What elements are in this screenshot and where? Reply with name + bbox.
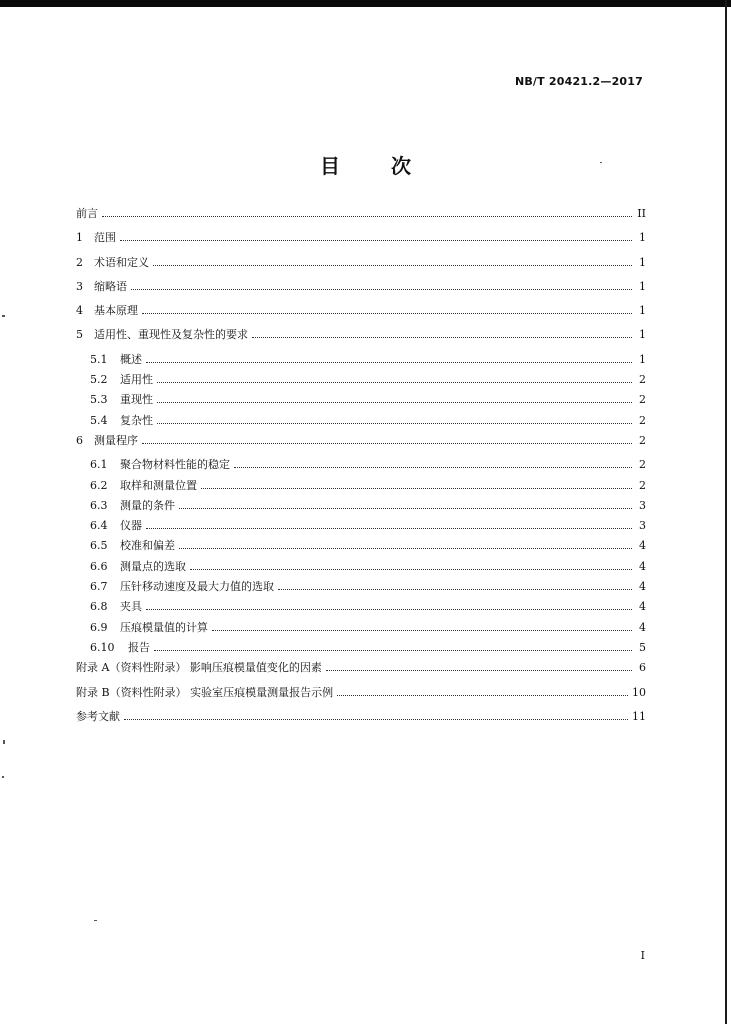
toc-entry-label [76, 580, 274, 594]
toc-entry-page: 1 [639, 279, 646, 293]
toc-entry[interactable] [76, 580, 646, 600]
toc-entry-title: 附录 B（资料性附录） 实验室压痕模量测量报告示例 [76, 685, 334, 699]
toc-entry-number: 1 [76, 231, 83, 245]
toc-dot-leader [179, 547, 632, 549]
toc-entry-page: 4 [639, 539, 646, 553]
toc-entry-label [76, 458, 230, 472]
toc-entry[interactable] [76, 710, 646, 734]
toc-entry[interactable] [76, 519, 646, 539]
toc-entry-title: 适用性 [120, 373, 153, 387]
toc-entry-page: 3 [639, 498, 646, 512]
toc-entry-number: 2 [76, 255, 83, 269]
toc-entry-title: 术语和定义 [94, 255, 149, 269]
toc-dot-leader [102, 215, 632, 217]
toc-entry-title: 复杂性 [120, 413, 153, 427]
toc-entry-page: II [637, 207, 646, 220]
toc-dot-leader [278, 588, 632, 590]
toc-entry[interactable] [76, 393, 646, 413]
toc-entry-title: 缩略语 [94, 279, 127, 293]
toc-dot-leader [146, 608, 632, 610]
toc-entry-title: 仪器 [120, 519, 142, 533]
toc-entry-label [76, 434, 138, 448]
toc-entry-page: 4 [639, 600, 646, 614]
toc-entry-page: 1 [639, 231, 646, 245]
toc-dot-leader [157, 422, 632, 424]
toc-entry-page: 1 [639, 328, 646, 342]
toc-entry[interactable] [76, 539, 646, 559]
toc-entry-label [76, 600, 142, 614]
toc-entry-number: 6.6 [90, 559, 108, 573]
toc-entry-title: 测量点的选取 [120, 559, 186, 573]
toc-entry-label [76, 641, 150, 655]
toc-dot-leader [234, 466, 632, 468]
toc-entry-title: 范围 [94, 231, 116, 245]
toc-entry-title: 基本原理 [94, 304, 138, 318]
toc-entry[interactable] [76, 256, 646, 280]
toc-entry-number: 6.9 [90, 620, 108, 634]
toc-entry-title: 压针移动速度及最大力值的选取 [120, 580, 274, 594]
toc-entry[interactable] [76, 414, 646, 434]
toc-entry-label [76, 231, 116, 245]
toc-entry[interactable] [76, 280, 646, 304]
toc-entry-number: 6 [76, 433, 83, 447]
toc-dot-leader [179, 507, 632, 509]
toc-entry-page: 10 [632, 685, 646, 699]
toc-entry-page: 5 [639, 640, 646, 654]
toc-entry-title: 聚合物材料性能的稳定 [120, 458, 230, 472]
toc-entry-page: 2 [639, 458, 646, 472]
toc-entry-page: 4 [639, 559, 646, 573]
toc-entry-label [76, 328, 248, 342]
scan-top-border [0, 0, 731, 7]
toc-entry-title: 测量程序 [94, 433, 138, 447]
toc-dot-leader [201, 487, 632, 489]
toc-entry-title: 概述 [120, 352, 142, 366]
toc-dot-leader [142, 312, 632, 314]
toc-entry-label [76, 539, 175, 553]
toc-entry-number: 6.5 [90, 539, 108, 553]
scan-speck [2, 315, 5, 317]
toc-entry-title: 校准和偏差 [120, 539, 175, 553]
toc-dot-leader [252, 336, 632, 338]
toc-entry[interactable] [76, 479, 646, 499]
toc-entry-number: 5.1 [90, 352, 108, 366]
toc-entry[interactable] [76, 207, 646, 231]
toc-dot-leader [120, 239, 632, 241]
toc-entry-page: 2 [639, 478, 646, 492]
toc-entry-number: 6.7 [90, 580, 108, 594]
toc-entry-number: 5.2 [90, 373, 108, 387]
page-number: I [640, 949, 645, 962]
toc-entry-label [76, 710, 120, 724]
toc-dot-leader [146, 527, 632, 529]
toc-entry-page: 3 [639, 519, 646, 533]
toc-entry[interactable] [76, 353, 646, 373]
toc-entry-title: 附录 A（资料性附录） 影响压痕模量值变化的因素 [76, 661, 322, 675]
toc-entry-page: 2 [639, 433, 646, 447]
toc-entry-title: 测量的条件 [120, 498, 175, 512]
toc-entry[interactable] [76, 458, 646, 478]
toc-entry-label [76, 621, 208, 635]
toc-entry-number: 4 [76, 304, 83, 318]
toc-entry-title: 适用性、重现性及复杂性的要求 [94, 328, 248, 342]
toc-entry-number: 6.4 [90, 519, 108, 533]
toc-entry-title: 夹具 [120, 600, 142, 614]
toc-entry[interactable] [76, 373, 646, 393]
toc-entry-label [76, 280, 127, 294]
toc-entry-page: 4 [639, 580, 646, 594]
toc-entry-number: 5.4 [90, 413, 108, 427]
toc-entry-number: 3 [76, 279, 83, 293]
scan-speck [2, 776, 4, 778]
toc-entry-label [76, 686, 333, 700]
toc-entry-page: 11 [632, 709, 646, 723]
scan-speck [600, 162, 602, 163]
toc-entry-title: 取样和测量位置 [120, 478, 197, 492]
standard-code: NB/T 20421.2—2017 [514, 75, 643, 88]
toc-entry[interactable] [76, 231, 646, 255]
toc-entry[interactable] [76, 661, 646, 685]
toc-entry-number: 5 [76, 328, 83, 342]
toc-dot-leader [124, 718, 628, 720]
toc-entry-title: 参考文献 [76, 709, 120, 723]
toc-entry-number: 5.3 [90, 393, 108, 407]
toc-entry-label [76, 256, 149, 270]
toc-entry-page: 2 [639, 393, 646, 407]
toc-entry-title: 重现性 [120, 393, 153, 407]
toc-entry[interactable] [76, 686, 646, 710]
toc-entry-title: 前言 [76, 207, 98, 220]
toc-entry-page: 1 [639, 304, 646, 318]
toc-dot-leader [142, 442, 632, 444]
toc-entry-label [76, 373, 153, 387]
toc-entry[interactable] [76, 641, 646, 661]
toc-entry-page: 1 [639, 255, 646, 269]
toc-entry-label [76, 499, 175, 513]
toc-dot-leader [190, 568, 632, 570]
toc-entry-number: 6.3 [90, 498, 108, 512]
toc-entry-number: 6.2 [90, 478, 108, 492]
toc-dot-leader [326, 669, 632, 671]
toc-dot-leader [153, 264, 632, 266]
toc-dot-leader [154, 649, 632, 651]
toc-entry-label [76, 304, 138, 318]
toc-dot-leader [131, 288, 632, 290]
toc-entry-page: 2 [639, 373, 646, 387]
toc-entry-label [76, 519, 142, 533]
toc-entry-title: 报告 [128, 640, 150, 654]
toc-dot-leader [337, 694, 628, 696]
toc-entry-number: 6.8 [90, 600, 108, 614]
page-title: 目 次 [320, 154, 433, 178]
scan-speck [94, 920, 97, 921]
scan-speck [3, 740, 5, 744]
toc-entry-label [76, 414, 153, 428]
toc-entry[interactable] [76, 621, 646, 641]
toc-entry-label [76, 560, 186, 574]
toc-entry[interactable] [76, 434, 646, 458]
toc-entry-number: 6.1 [90, 458, 108, 472]
toc-entry-label [76, 393, 153, 407]
toc-dot-leader [157, 401, 632, 403]
toc-entry-number: 6.10 [90, 640, 115, 654]
toc-entry-page: 6 [639, 661, 646, 675]
toc-dot-leader [146, 361, 632, 363]
toc-entry-label [76, 353, 142, 367]
toc-entry[interactable] [76, 560, 646, 580]
toc-entry[interactable] [76, 499, 646, 519]
toc-dot-leader [212, 629, 632, 631]
toc-entry-label [76, 661, 322, 675]
toc-entry-page: 4 [639, 620, 646, 634]
toc-entry[interactable] [76, 600, 646, 620]
toc-entry-label [76, 479, 197, 493]
toc-entry[interactable] [76, 304, 646, 328]
toc-entry-label [76, 207, 98, 221]
toc-entry-page: 2 [639, 413, 646, 427]
toc-dot-leader [157, 381, 632, 383]
toc-entry-page: 1 [639, 352, 646, 366]
table-of-contents [76, 207, 646, 734]
toc-entry-title: 压痕模量值的计算 [120, 620, 208, 634]
toc-entry[interactable] [76, 328, 646, 352]
